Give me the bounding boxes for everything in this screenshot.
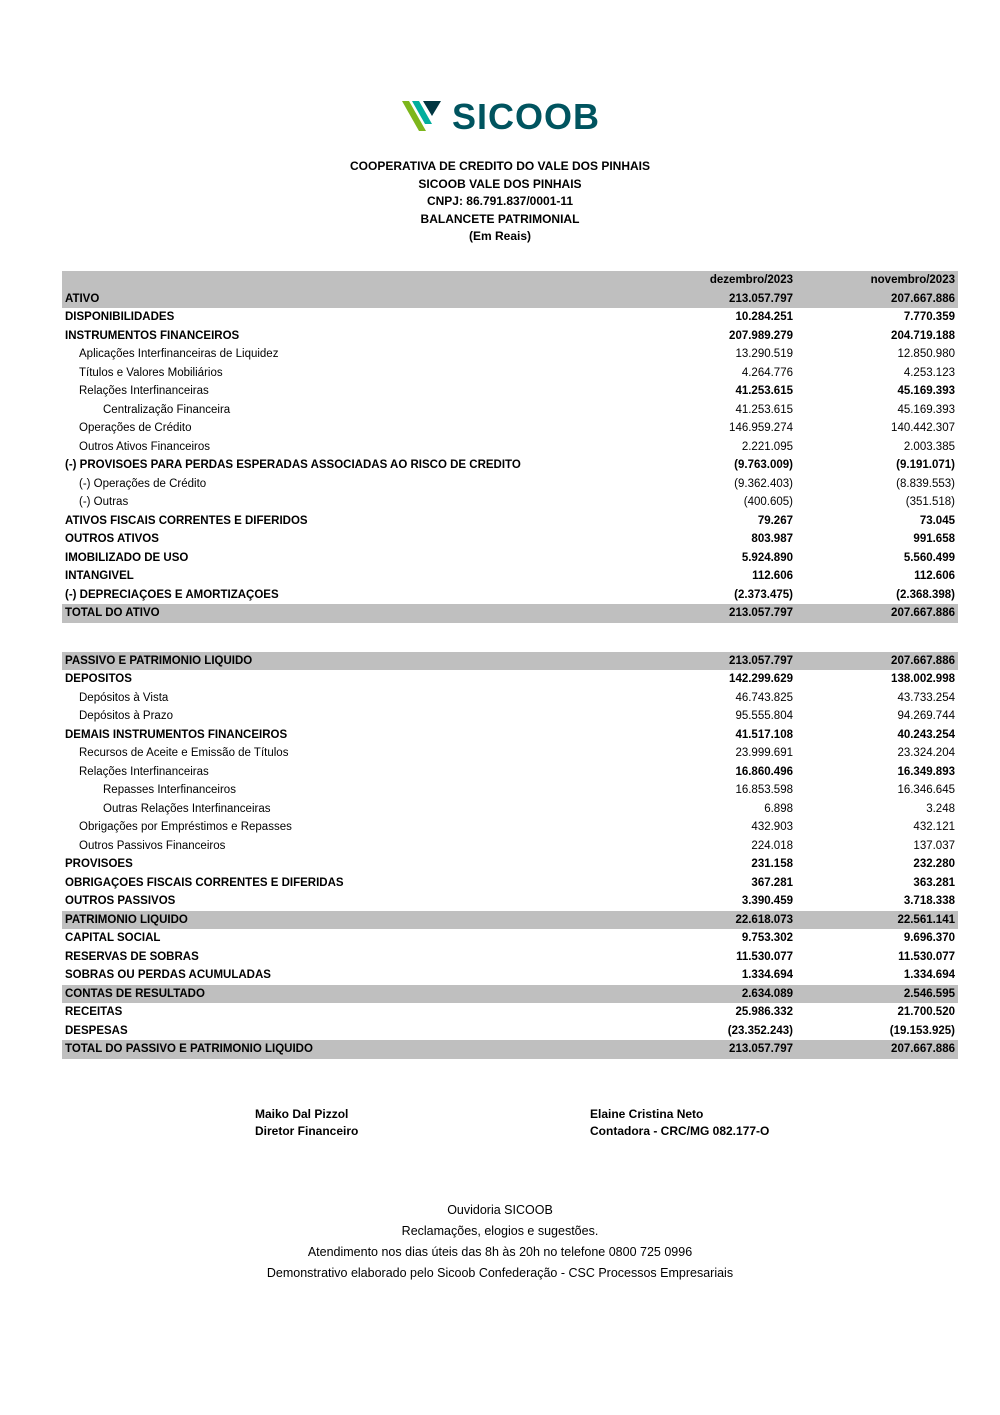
- row-label: Relações Interfinanceiras: [79, 765, 209, 778]
- table-row: [62, 438, 958, 457]
- row-value-dezembro: 95.555.804: [735, 710, 793, 723]
- row-value-novembro: 11.530.077: [898, 950, 955, 963]
- table-row: [62, 837, 958, 856]
- row-label: Títulos e Valores Mobiliários: [79, 366, 223, 379]
- row-label: DEMAIS INSTRUMENTOS FINANCEIROS: [65, 728, 288, 741]
- signature-name: Maiko Dal Pizzol: [255, 1107, 349, 1121]
- table-row: [62, 855, 958, 874]
- row-value-dezembro: 46.743.825: [735, 691, 793, 704]
- row-value-novembro: 16.346.645: [897, 784, 955, 797]
- row-value-novembro: 22.561.141: [897, 913, 955, 926]
- document-footer: [0, 1200, 1000, 1284]
- row-label: Outras Relações Interfinanceiras: [103, 802, 271, 815]
- sicoob-logo-icon: [400, 98, 444, 136]
- row-value-novembro: 9.696.370: [903, 932, 955, 945]
- row-label: TOTAL DO PASSIVO E PATRIMÔNIO LÍQUIDO: [65, 1043, 313, 1056]
- row-value-dezembro: 207.989.279: [729, 329, 793, 342]
- table-row: [62, 1003, 958, 1022]
- table-row: [62, 364, 958, 383]
- row-label: (-) DEPRECIAÇÕES E AMORTIZAÇÕES: [65, 588, 279, 601]
- signature-director: [255, 1106, 358, 1140]
- table-row: [62, 567, 958, 586]
- row-label: (-) Operações de Crédito: [79, 477, 207, 490]
- document-header: [0, 158, 1000, 246]
- table-rows: [62, 290, 958, 1059]
- table-row: [62, 530, 958, 549]
- table-row: [62, 966, 958, 985]
- row-value-dezembro: 224.018: [751, 839, 793, 852]
- row-label: OUTROS PASSIVOS: [65, 895, 176, 908]
- row-label: Aplicações Interfinanceiras de Liquidez: [79, 348, 279, 361]
- table-row: [62, 911, 958, 930]
- row-value-novembro: (9.191.071): [896, 459, 955, 472]
- row-value-dezembro: 16.860.496: [735, 765, 793, 778]
- row-label: DESPESAS: [65, 1024, 128, 1037]
- table-row: [62, 670, 958, 689]
- footer-line: Ouvidoria SICOOB: [447, 1203, 553, 1217]
- table-row: [62, 1040, 958, 1059]
- row-value-dezembro: 79.267: [757, 514, 793, 527]
- row-value-dezembro: 5.924.890: [741, 551, 793, 564]
- row-value-novembro: 207.667.886: [891, 654, 955, 667]
- row-value-novembro: 4.253.123: [903, 366, 955, 379]
- signature-name: Elaine Cristina Neto: [590, 1107, 704, 1121]
- table-row: [62, 818, 958, 837]
- row-value-novembro: 112.606: [914, 570, 955, 583]
- row-value-novembro: (19.153.925): [889, 1024, 955, 1037]
- row-value-dezembro: 16.853.598: [735, 784, 793, 797]
- table-row: [62, 1022, 958, 1041]
- table-row: [62, 985, 958, 1004]
- row-value-dezembro: 25.986.332: [735, 1006, 793, 1019]
- row-value-novembro: 7.770.359: [903, 311, 955, 324]
- row-value-dezembro: 2.221.095: [741, 440, 793, 453]
- row-value-novembro: 2.003.385: [903, 440, 955, 453]
- row-value-dezembro: 6.898: [764, 802, 793, 815]
- table-row: [62, 781, 958, 800]
- row-value-dezembro: 41.253.615: [735, 385, 793, 398]
- table-row: [62, 929, 958, 948]
- row-label: OUTROS ATIVOS: [65, 533, 159, 546]
- row-value-novembro: 432.121: [913, 821, 955, 834]
- row-label: Depósitos à Prazo: [79, 710, 173, 723]
- header-line: BALANCETE PATRIMONIAL: [420, 211, 580, 226]
- row-label: CONTAS DE RESULTADO: [65, 987, 205, 1000]
- row-label: IMOBILIZADO DE USO: [65, 551, 189, 564]
- row-value-dezembro: 10.284.251: [735, 311, 793, 324]
- row-value-novembro: 138.002.998: [891, 673, 955, 686]
- table-row: [62, 345, 958, 364]
- row-label: INSTRUMENTOS FINANCEIROS: [65, 329, 240, 342]
- row-label: Centralização Financeira: [103, 403, 231, 416]
- table-row: [62, 707, 958, 726]
- row-label: (-) Outras: [79, 496, 129, 509]
- row-value-novembro: 5.560.499: [903, 551, 955, 564]
- table-row: [62, 419, 958, 438]
- table-row: [62, 652, 958, 671]
- row-value-dezembro: 367.281: [751, 876, 793, 889]
- row-label: ATIVOS FISCAIS CORRENTES E DIFERIDOS: [65, 514, 308, 527]
- spacer-row: [62, 623, 958, 652]
- row-label: INTANGÍVEL: [65, 570, 134, 583]
- table-row: [62, 549, 958, 568]
- row-value-dezembro: 23.999.691: [735, 747, 793, 760]
- column-header-row: [62, 271, 958, 290]
- header-line: (Em Reais): [468, 229, 532, 243]
- row-value-novembro: 2.546.595: [903, 987, 955, 1000]
- header-line: COOPERATIVA DE CREDITO DO VALE DOS PINHAIS: [349, 159, 651, 173]
- table-row: [62, 604, 958, 623]
- row-value-novembro: (8.839.553): [896, 477, 955, 490]
- signature-title: Contadora - CRC/MG 082.177-O: [590, 1124, 770, 1138]
- row-label: OBRIGAÇÕES FISCAIS CORRENTES E DIFERIDAS: [65, 876, 344, 889]
- row-value-dezembro: (23.352.243): [727, 1024, 793, 1037]
- row-value-novembro: 12.850.980: [897, 348, 955, 361]
- row-value-dezembro: 41.517.108: [735, 728, 793, 741]
- column-header-dezembro: dezembro/2023: [709, 274, 793, 287]
- table-row: [62, 512, 958, 531]
- row-value-dezembro: 4.264.776: [741, 366, 793, 379]
- row-value-dezembro: 146.959.274: [729, 422, 793, 435]
- row-value-novembro: 3.248: [926, 802, 955, 815]
- row-value-dezembro: (400.605): [743, 496, 793, 509]
- table-row: [62, 401, 958, 420]
- row-value-dezembro: 142.299.629: [729, 673, 793, 686]
- row-value-dezembro: 213.057.797: [729, 1043, 793, 1056]
- row-label: DISPONIBILIDADES: [65, 311, 175, 324]
- balance-table: [62, 271, 958, 1059]
- table-row: [62, 290, 958, 309]
- row-value-dezembro: 213.057.797: [729, 292, 793, 305]
- row-value-dezembro: 112.606: [752, 570, 793, 583]
- row-value-novembro: 40.243.254: [897, 728, 955, 741]
- row-value-novembro: 232.280: [913, 858, 955, 871]
- row-value-novembro: 207.667.886: [891, 607, 955, 620]
- row-label: Operações de Crédito: [79, 422, 192, 435]
- row-label: TOTAL DO ATIVO: [65, 607, 160, 620]
- table-row: [62, 800, 958, 819]
- table-row: [62, 726, 958, 745]
- table-row: [62, 327, 958, 346]
- row-value-dezembro: (2.373.475): [734, 588, 793, 601]
- table-row: [62, 744, 958, 763]
- row-value-dezembro: 3.390.459: [741, 895, 793, 908]
- row-value-dezembro: 803.987: [751, 533, 793, 546]
- row-value-novembro: 43.733.254: [897, 691, 955, 704]
- row-label: Recursos de Aceite e Emissão de Títulos: [79, 747, 289, 760]
- row-value-dezembro: 231.158: [751, 858, 793, 871]
- row-value-novembro: 140.442.307: [891, 422, 955, 435]
- row-label: Repasses Interfinanceiros: [103, 784, 236, 797]
- row-label: Relações Interfinanceiras: [79, 385, 209, 398]
- table-row: [62, 763, 958, 782]
- row-value-dezembro: 2.634.089: [741, 987, 793, 1000]
- table-row: [62, 586, 958, 605]
- header-line: CNPJ: 86.791.837/0001-11: [426, 194, 574, 208]
- row-value-novembro: 16.349.893: [897, 765, 955, 778]
- table-row: [62, 874, 958, 893]
- row-value-novembro: 23.324.204: [897, 747, 955, 760]
- row-value-novembro: (351.518): [905, 496, 955, 509]
- row-label: RESERVAS DE SOBRAS: [65, 950, 199, 963]
- row-value-novembro: 137.037: [913, 839, 955, 852]
- row-label: PATRIMÔNIO LÍQUIDO: [65, 913, 188, 926]
- row-label: Depósitos à Vista: [79, 691, 169, 704]
- row-value-novembro: 73.045: [919, 514, 955, 527]
- footer-line: Demonstrativo elaborado pelo Sicoob Confederação - CSC Processos Empresariais: [266, 1266, 734, 1280]
- row-value-dezembro: 11.530.077: [736, 950, 793, 963]
- row-value-dezembro: 9.753.302: [741, 932, 793, 945]
- row-value-dezembro: 432.903: [751, 821, 793, 834]
- row-label: DEPÓSITOS: [65, 673, 132, 686]
- row-label: Obrigações por Empréstimos e Repasses: [79, 821, 292, 834]
- table-row: [62, 689, 958, 708]
- row-value-dezembro: 13.290.519: [735, 348, 793, 361]
- table-row: [62, 948, 958, 967]
- row-value-novembro: 45.169.393: [897, 385, 955, 398]
- row-label: CAPITAL SOCIAL: [65, 932, 161, 945]
- row-value-dezembro: 22.618.073: [735, 913, 793, 926]
- signature-title: Diretor Financeiro: [255, 1124, 359, 1138]
- table-row: [62, 475, 958, 494]
- footer-line: Reclamações, elogios e sugestões.: [401, 1224, 599, 1238]
- row-label: Outros Ativos Financeiros: [79, 440, 211, 453]
- row-label: PROVISÕES: [65, 858, 133, 871]
- table-row: [62, 456, 958, 475]
- row-label: ATIVO: [65, 292, 100, 305]
- row-value-novembro: 207.667.886: [891, 292, 955, 305]
- table-row: [62, 308, 958, 327]
- row-label: PASSIVO E PATRIMÔNIO LÍQUIDO: [65, 654, 253, 667]
- row-value-dezembro: 213.057.797: [729, 607, 793, 620]
- row-label: (-) PROVISÕES PARA PERDAS ESPERADAS ASSOCIADAS AO RISCO DE CRÉDITO: [65, 459, 521, 472]
- row-label: RECEITAS: [65, 1006, 123, 1019]
- row-value-dezembro: 213.057.797: [729, 654, 793, 667]
- table-row: [62, 382, 958, 401]
- row-value-novembro: 1.334.694: [903, 969, 955, 982]
- table-row: [62, 493, 958, 512]
- sicoob-logo: [0, 96, 1000, 138]
- row-value-dezembro: 41.253.615: [735, 403, 793, 416]
- row-value-novembro: 991.658: [913, 533, 955, 546]
- row-label: Outros Passivos Financeiros: [79, 839, 226, 852]
- row-value-novembro: 204.719.188: [891, 329, 955, 342]
- row-value-novembro: (2.368.398): [896, 588, 955, 601]
- signature-accountant: [590, 1106, 769, 1140]
- row-value-novembro: 45.169.393: [897, 403, 955, 416]
- row-value-novembro: 207.667.886: [891, 1043, 955, 1056]
- row-value-novembro: 3.718.338: [903, 895, 955, 908]
- row-value-dezembro: 1.334.694: [741, 969, 793, 982]
- table-row: [62, 892, 958, 911]
- column-header-novembro: novembro/2023: [870, 274, 955, 287]
- row-value-novembro: 363.281: [913, 876, 955, 889]
- row-value-novembro: 21.700.520: [897, 1006, 955, 1019]
- header-line: SICOOB VALE DOS PINHAIS: [418, 176, 582, 191]
- row-label: SOBRAS OU PERDAS ACUMULADAS: [65, 969, 271, 982]
- row-value-dezembro: (9.362.403): [734, 477, 793, 490]
- footer-line: Atendimento nos dias úteis das 8h às 20h no telefone 0800 725 0996: [307, 1245, 693, 1259]
- row-value-dezembro: (9.763.009): [734, 459, 793, 472]
- sicoob-logo-text: SICOOB: [451, 96, 600, 137]
- row-value-novembro: 94.269.744: [897, 710, 955, 723]
